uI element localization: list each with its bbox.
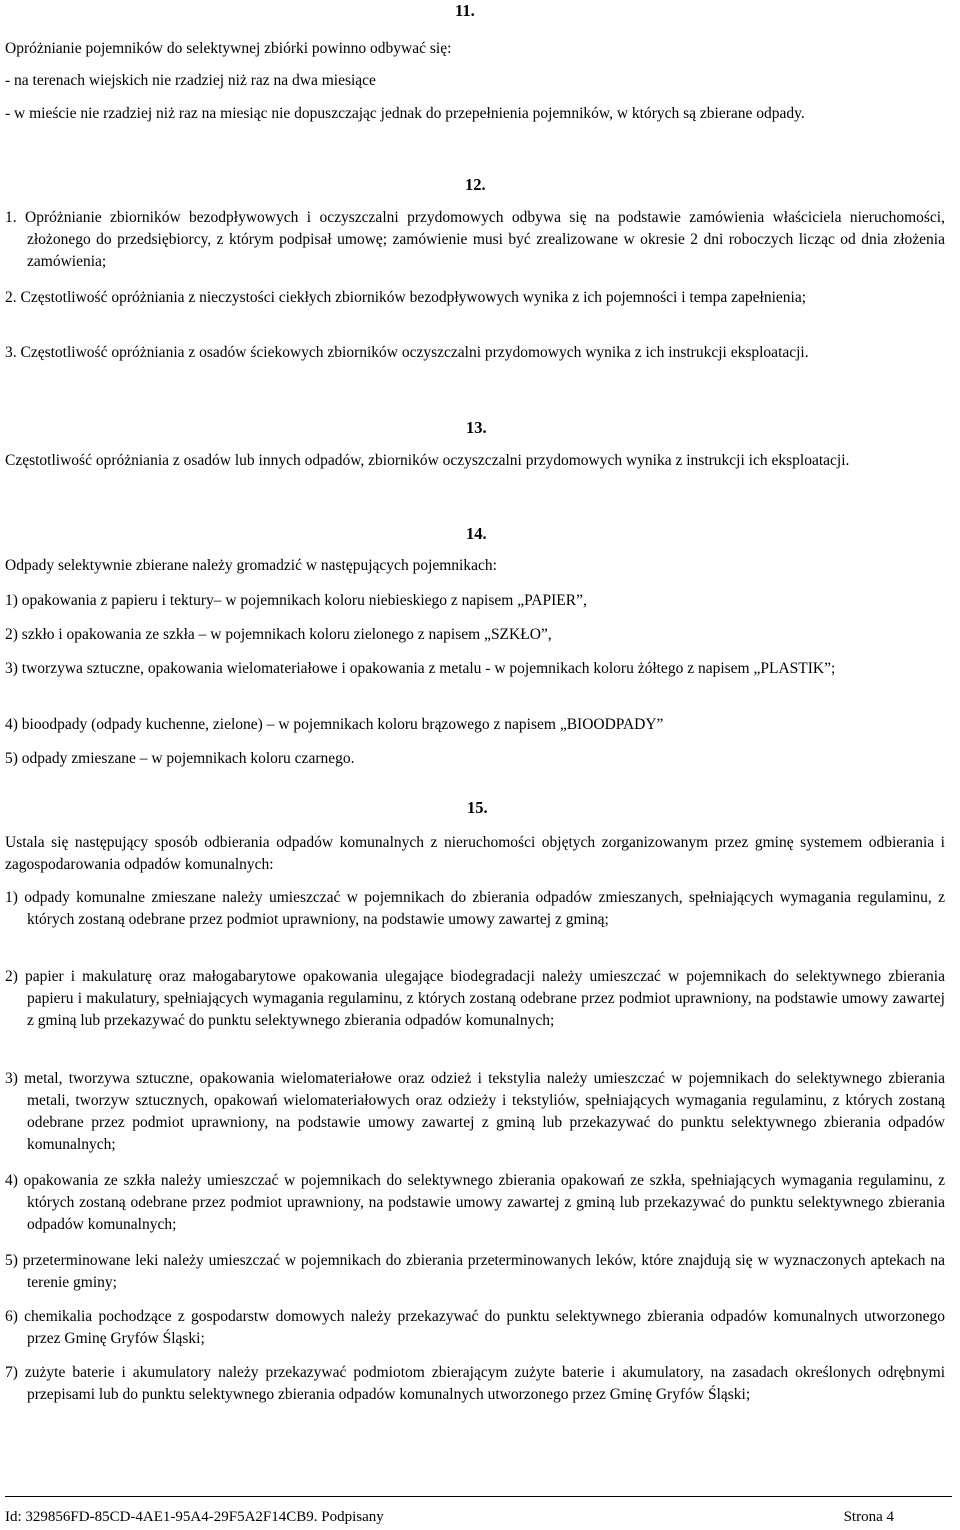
section-11-item-1: - na terenach wiejskich nie rzadziej niż raz na dwa miesiące: [5, 72, 376, 89]
section-14-intro: Odpady selektywnie zbierane należy gromadzić w następujących pojemnikach:: [5, 557, 497, 574]
section-14-item-3: 3) tworzywa sztuczne, opakowania wielomateriałowe i opakowania z metalu - w pojemnikach koloru żółtego z napisem „PLASTIK”;: [5, 660, 836, 677]
section-15-item-2: 2) papier i makulaturę oraz małogabarytowe opakowania ulegające biodegradacji należy umieszczać w pojemnikach do selektywnego zbierania papieru i makulatury, spełniających wymagania regulaminu, z których zostaną odebrane przez podmiot uprawniony, na podstawie umowy zawartej z gminą lub przekazywać do punktu selektywnego zbierania odpadów komunalnych;: [5, 968, 945, 1029]
section-15-item-4: 4) opakowania ze szkła należy umieszczać w pojemnikach do selektywnego zbierania opakowań ze szkła, spełniających wymagania regulaminu, z których zostaną odebrane przez podmiot uprawniony, na podstawie umowy zawartej z gminą lub przekazywać do punktu selektywnego zbierania odpadów komunalnych;: [5, 1172, 945, 1233]
section-14-heading: 14.: [466, 524, 487, 543]
section-14-item-2: 2) szkło i opakowania ze szkła – w pojemnikach koloru zielonego z napisem „SZKŁO”,: [5, 626, 552, 643]
section-14-item-4: 4) bioodpady (odpady kuchenne, zielone) – w pojemnikach koloru brązowego z napisem „BIOODPADY”: [5, 716, 664, 733]
section-12-item-1: 1. Opróżnianie zbiorników bezodpływowych i oczyszczalni przydomowych odbywa się na podstawie zamówienia właściciela nieruchomości, złożonego do przedsiębiorcy, z którym podpisał umowę; zamówienie musi być zrealizowane w okresie 2 dni roboczych licząc od dnia złożenia zamówienia;: [5, 209, 945, 270]
section-12-item-3: 3. Częstotliwość opróżniania z osadów ściekowych zbiorników oczyszczalni przydomowych wynika z ich instrukcji eksploatacji.: [5, 344, 809, 361]
section-12-item-2: 2. Częstotliwość opróżniania z nieczystości ciekłych zbiorników bezodpływowych wynika z ich pojemności i tempa zapełnienia;: [5, 289, 807, 306]
section-11-intro: Opróżnianie pojemników do selektywnej zbiórki powinno odbywać się:: [5, 40, 452, 57]
section-15-item-7: 7) zużyte baterie i akumulatory należy przekazywać podmiotom zbierającym zużyte baterie i akumulatory, na zasadach określonych odrębnymi przepisami lub do punktu selektywnego zbierania odpadów komunalnych utworzonego przez Gminę Gryfów Śląski;: [5, 1364, 945, 1403]
section-13-heading: 13.: [466, 418, 487, 437]
section-15-item-3: 3) metal, tworzywa sztuczne, opakowania wielomateriałowe oraz odzież i tekstylia należy umieszczać w pojemnikach do selektywnego zbierania metali, tworzyw sztucznych, opakowań wielomateriałowych oraz odzieży i tekstyliów, spełniających wymagania regulaminu, z których zostaną odebrane przez podmiot uprawniony, na podstawie umowy zawartej z gminą lub przekazywać do punktu selektywnego zbierania odpadów komunalnych;: [5, 1070, 945, 1153]
section-12-heading: 12.: [465, 175, 486, 194]
footer-divider: [5, 1496, 952, 1497]
section-15-heading: 15.: [467, 798, 488, 817]
footer-document-id: Id: 329856FD-85CD-4AE1-95A4-29F5A2F14CB9. Podpisany: [5, 1509, 384, 1525]
section-15-item-1: 1) odpady komunalne zmieszane należy umieszczać w pojemnikach do zbierania odpadów zmieszanych, spełniających wymagania regulaminu, z których zostaną odebrane przez podmiot uprawniony, na podstawie umowy zawartej z gminą;: [5, 889, 945, 928]
section-14-item-1: 1) opakowania z papieru i tektury– w pojemnikach koloru niebieskiego z napisem „PAPIER”,: [5, 592, 587, 609]
section-15-item-6: 6) chemikalia pochodzące z gospodarstw domowych należy przekazywać do punktu selektywnego zbierania odpadów komunalnych utworzonego przez Gminę Gryfów Śląski;: [5, 1308, 945, 1347]
footer-page-number: Strona 4: [843, 1509, 894, 1525]
section-15-item-5: 5) przeterminowane leki należy umieszczać w pojemnikach do zbierania przeterminowanych leków, które znajdują się w wyznaczonych aptekach na terenie gminy;: [5, 1252, 945, 1291]
section-11-item-2: - w mieście nie rzadziej niż raz na miesiąc nie dopuszczając jednak do przepełnienia pojemników, w których są zbierane odpady.: [5, 105, 805, 122]
section-13-text: Częstotliwość opróżniania z osadów lub innych odpadów, zbiorników oczyszczalni przydomowych wynika z instrukcji ich eksploatacji.: [5, 452, 850, 469]
section-14-item-5: 5) odpady zmieszane – w pojemnikach koloru czarnego.: [5, 750, 355, 767]
section-15-intro: Ustala się następujący sposób odbierania odpadów komunalnych z nieruchomości objętych zorganizowanym przez gminę systemem odbierania i zagospodarowania odpadów komunalnych:: [5, 834, 945, 873]
section-11-heading: 11.: [455, 1, 475, 20]
